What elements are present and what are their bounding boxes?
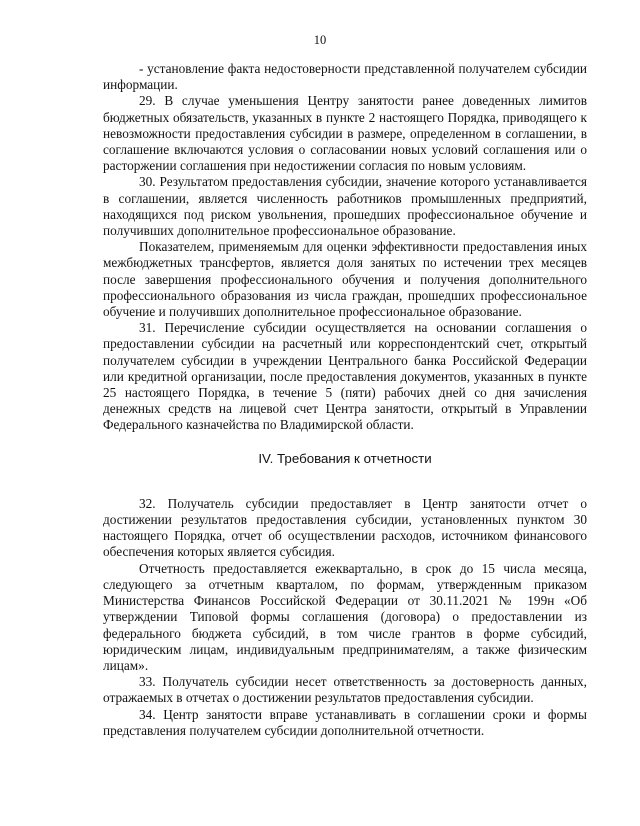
- paragraph-32: 32. Получатель субсидии предоставляет в Центр занятости отчет о достижении результатов предоставления субсидии, установленных пунктом 30 настоящего Порядка, отчет об осуществлении расходов, источником финансового обеспечения которых является субсидия.: [103, 495, 587, 560]
- paragraph-indicator: Показателем, применяемым для оценки эффективности предоставления иных межбюджетных трансфертов, является доля занятых по истечении трех месяцев после завершения профессионального обучения и получения дополнительного профессионального образования из числа граждан, прошедших профессиональное обучение и получивших дополнительное профессиональное образование.: [103, 239, 587, 320]
- paragraph-list-item-dash: - установление факта недостоверности представленной получателем субсидии информации.: [103, 61, 587, 93]
- page-number: 10: [313, 33, 327, 47]
- paragraph-30: 30. Результатом предоставления субсидии, значение которого устанавливается в соглашении, является численность работников промышленных предприятий, находящихся под риском увольнения, прошедших профессиональное обучение и получивших дополнительное профессиональное образование.: [103, 174, 587, 239]
- paragraph-29: 29. В случае уменьшения Центру занятости ранее доведенных лимитов бюджетных обязательств, указанных в пункте 2 настоящего Порядка, приводящего к невозможности предоставления субсидии в размере, определенном в соглашении, в соглашение включаются условия о согласовании новых условий соглашения или о расторжении соглашения при недостижении согласия по новым условиям.: [103, 93, 587, 174]
- paragraph-34: 34. Центр занятости вправе устанавливать в соглашении сроки и формы представления получателем субсидии дополнительной отчетности.: [103, 706, 587, 738]
- paragraph-33: 33. Получатель субсидии несет ответственность за достоверность данных, отражаемых в отчетах о достижении результатов предоставления субсидии.: [103, 674, 587, 706]
- section-heading: IV. Требования к отчетности: [258, 450, 432, 466]
- paragraph-31: 31. Перечисление субсидии осуществляется на основании соглашения о предоставлении субсидии на расчетный или корреспондентский счет, открытый получателем субсидии в учреждении Центрального банка Российской Федерации или кредитной организации, после предоставления документов, указанных в пункте 25 настоящего Порядка, в течение 5 (пяти) рабочих дней со дня зачисления денежных средств на лицевой счет Центра занятости, открытый в Управлении Федерального казначейства по Владимирской области.: [103, 320, 587, 433]
- document-body: [103, 61, 587, 739]
- paragraph-reporting-schedule: Отчетность предоставляется ежеквартально, в срок до 15 числа месяца, следующего за отчетным кварталом, по формам, утвержденным приказом Министерства Финансов Российской Федерации от 30.11.2021 № 199н «Об утверждении Типовой формы соглашения (договора) о предоставлении из федерального бюджета субсидий, в том числе грантов в форме субсидий, юридическим лицам, индивидуальным предпринимателям, а также физическим лицам».: [103, 560, 587, 673]
